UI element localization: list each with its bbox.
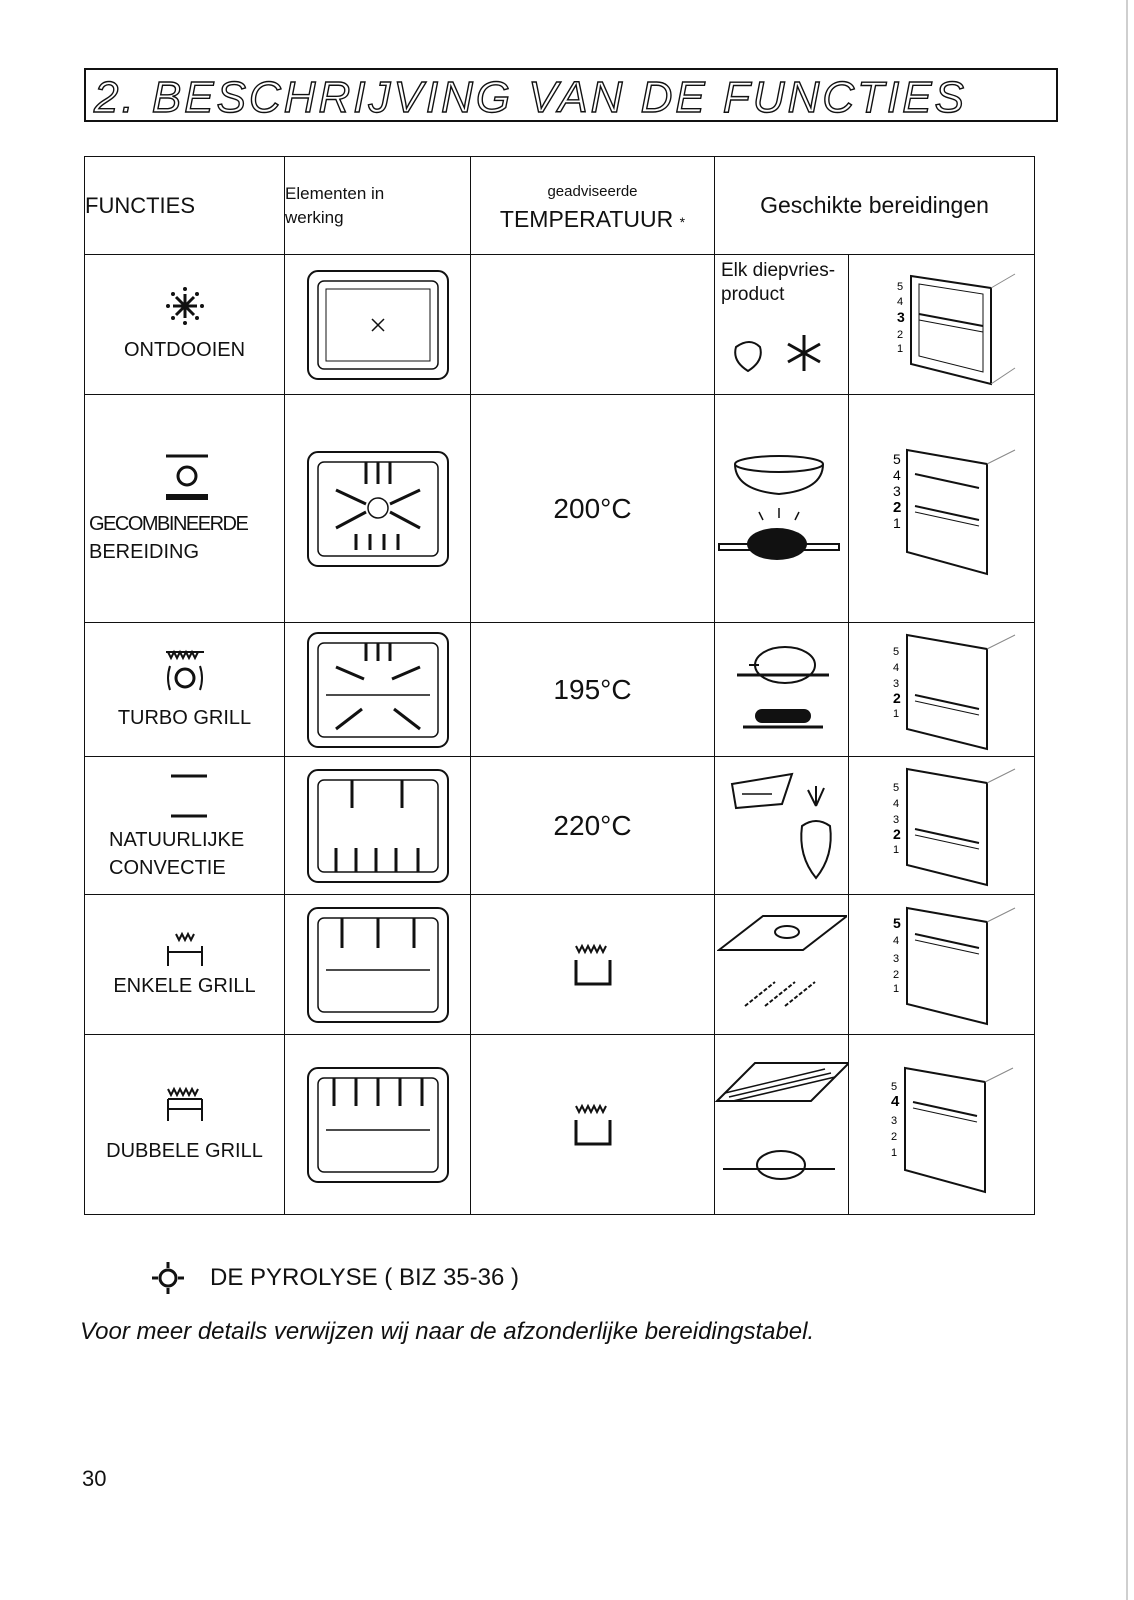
header-elementen: [285, 157, 471, 255]
preparation-note: [721, 259, 835, 307]
rack-level-1: 1: [890, 1146, 897, 1159]
function-cell: [85, 1035, 285, 1215]
row-gecombineerde: [85, 395, 1035, 623]
header-geschikte: Geschikte bereidingen: [715, 157, 1035, 255]
header-elementen-line1: Elementen in: [285, 183, 385, 203]
oven-elements-diagram: [306, 768, 450, 884]
page-edge-rule: [1126, 0, 1128, 1600]
oven-elements-diagram: [306, 906, 450, 1024]
oven-rack-diagram: [867, 260, 1017, 390]
function-cell: [85, 395, 285, 623]
rack-level-2: 2: [892, 825, 901, 842]
preparation-cell: [715, 757, 849, 895]
rack-level-3: 3: [892, 482, 901, 499]
header-temp-small: geadviseerde: [547, 182, 638, 200]
rack-level-2: 2: [890, 1130, 897, 1143]
function-label-line2: CONVECTIE: [109, 856, 226, 879]
rack-level-4: 4: [892, 466, 901, 483]
oven-elements-diagram: [306, 269, 450, 381]
elements-cell: [285, 757, 471, 895]
rack-cell: [849, 623, 1035, 757]
elements-cell: [285, 895, 471, 1035]
function-label: ENKELE GRILL: [113, 974, 256, 997]
row-dubbele-grill: [85, 1035, 1035, 1215]
preparation-cell: [715, 1035, 849, 1215]
rack-level-1: 1: [892, 707, 899, 720]
combined-foods: [717, 444, 847, 574]
header-elementen-line2: werking: [285, 207, 344, 227]
oven-rack-diagram: [867, 900, 1017, 1030]
rack-level-3: 3: [892, 952, 899, 965]
temperature-cell: [471, 1035, 715, 1215]
rack-level-4: 4: [896, 295, 903, 308]
elements-cell: [285, 395, 471, 623]
oven-elements-diagram: [306, 631, 450, 749]
rack-level-5: 5: [892, 914, 901, 931]
functions-table: [84, 156, 1035, 1215]
rack-level-1: 1: [892, 514, 901, 531]
grill-temp-icon: [568, 1102, 618, 1148]
row-natuurlijke-convectie: [85, 757, 1035, 895]
defrost-foods: [722, 327, 842, 377]
header-temperatuur: [471, 157, 715, 255]
grill-temp-icon: [568, 942, 618, 988]
turbo-grill-icon: [160, 648, 210, 694]
double-grill-icon: [160, 1085, 210, 1123]
temperature-cell: 200°C: [471, 395, 715, 623]
rack-level-1: 1: [892, 843, 899, 856]
function-label: GECOMBINEERDE: [89, 512, 248, 535]
header-temp-big: [471, 206, 714, 233]
turbo-grill-foods: [727, 635, 837, 745]
rack-level-3: 3: [892, 813, 899, 826]
preparation-cell: [715, 395, 849, 623]
rack-level-3: 3: [890, 1114, 897, 1127]
rack-cell: [849, 1035, 1035, 1215]
rack-level-2: 2: [892, 498, 901, 516]
function-label-line2: BEREIDING: [89, 540, 200, 563]
rack-cell: [849, 895, 1035, 1035]
rack-cell: [849, 395, 1035, 623]
rack-cell: [849, 757, 1035, 895]
fan-combined-icon: [162, 452, 212, 502]
function-cell: [85, 757, 285, 895]
temperature-cell: [471, 895, 715, 1035]
rack-level-5: 5: [892, 450, 901, 467]
rack-level-5: 5: [892, 781, 899, 794]
defrost-icon: [165, 286, 205, 326]
rack-level-4: 4: [892, 797, 899, 810]
footnote: Voor meer details verwijzen wij naar de afzonderlijke bereidingstabel.: [80, 1318, 815, 1345]
single-grill-icon: [162, 930, 208, 968]
strawberry-icon: [735, 342, 761, 371]
function-cell: [85, 623, 285, 757]
oven-rack-diagram: [867, 434, 1017, 584]
function-label: DUBBELE GRILL: [106, 1139, 263, 1162]
rack-level-4: 4: [890, 1092, 899, 1110]
rack-cell: [849, 255, 1035, 395]
header-temp-mark: *: [679, 213, 686, 230]
row-turbo-grill: [85, 623, 1035, 757]
rack-level-1: 1: [896, 342, 903, 355]
preparation-cell: [715, 895, 849, 1035]
rack-level-2: 2: [892, 689, 901, 706]
function-label: ONTDOOIEN: [123, 338, 246, 361]
preparation-note-line2: product: [721, 284, 785, 305]
rack-level-1: 1: [892, 982, 899, 995]
oven-rack-diagram: [867, 761, 1017, 891]
header-functies: FUNCTIES: [85, 157, 285, 255]
oven-rack-diagram: [867, 625, 1017, 755]
row-enkele-grill: [85, 895, 1035, 1035]
section-title: 2. BESCHRIJVING VAN DE FUNCTIES: [94, 73, 967, 122]
preparation-cell: [715, 255, 849, 395]
double-grill-foods: [715, 1055, 849, 1195]
elements-cell: [285, 255, 471, 395]
pyrolyse-line: [150, 1260, 519, 1296]
rack-level-2: 2: [892, 968, 899, 981]
rack-level-4: 4: [892, 934, 899, 947]
single-grill-foods: [717, 910, 847, 1020]
pyrolyse-text: DE PYROLYSE ( BIZ 35-36 ): [210, 1264, 519, 1291]
function-label: NATUURLIJKE: [109, 828, 245, 851]
fan-icon: [368, 498, 388, 518]
oven-rack-diagram: [867, 1050, 1017, 1200]
preparation-cell: [715, 623, 849, 757]
rack-level-2: 2: [896, 328, 903, 341]
rack-level-5: 5: [890, 1080, 897, 1093]
rack-level-5: 5: [896, 280, 903, 293]
header-row: [85, 157, 1035, 255]
oven-elements-diagram: [306, 450, 450, 568]
fan-icon: [372, 319, 384, 331]
rack-level-4: 4: [892, 661, 899, 674]
page-number: 30: [82, 1466, 107, 1491]
rack-level-3: 3: [896, 308, 905, 325]
row-ontdooien: [85, 255, 1035, 395]
temperature-cell: 195°C: [471, 623, 715, 757]
rack-level-3: 3: [892, 677, 899, 690]
elements-cell: [285, 623, 471, 757]
snowflake-icon: [788, 335, 820, 371]
oven-elements-diagram: [306, 1066, 450, 1184]
temperature-cell: [471, 255, 715, 395]
pyrolysis-icon: [150, 1260, 186, 1296]
preparation-note-line1: Elk diepvries-: [721, 260, 836, 281]
elements-cell: [285, 1035, 471, 1215]
rack-level-5: 5: [892, 645, 899, 658]
function-label: TURBO GRILL: [117, 706, 252, 729]
temperature-cell: 220°C: [471, 757, 715, 895]
function-cell: [85, 895, 285, 1035]
header-temp-word: TEMPERATUUR: [499, 205, 674, 232]
function-cell: [85, 255, 285, 395]
section-title-box: [84, 68, 1058, 122]
convection-icon: [169, 770, 209, 822]
convection-foods: [722, 764, 842, 888]
